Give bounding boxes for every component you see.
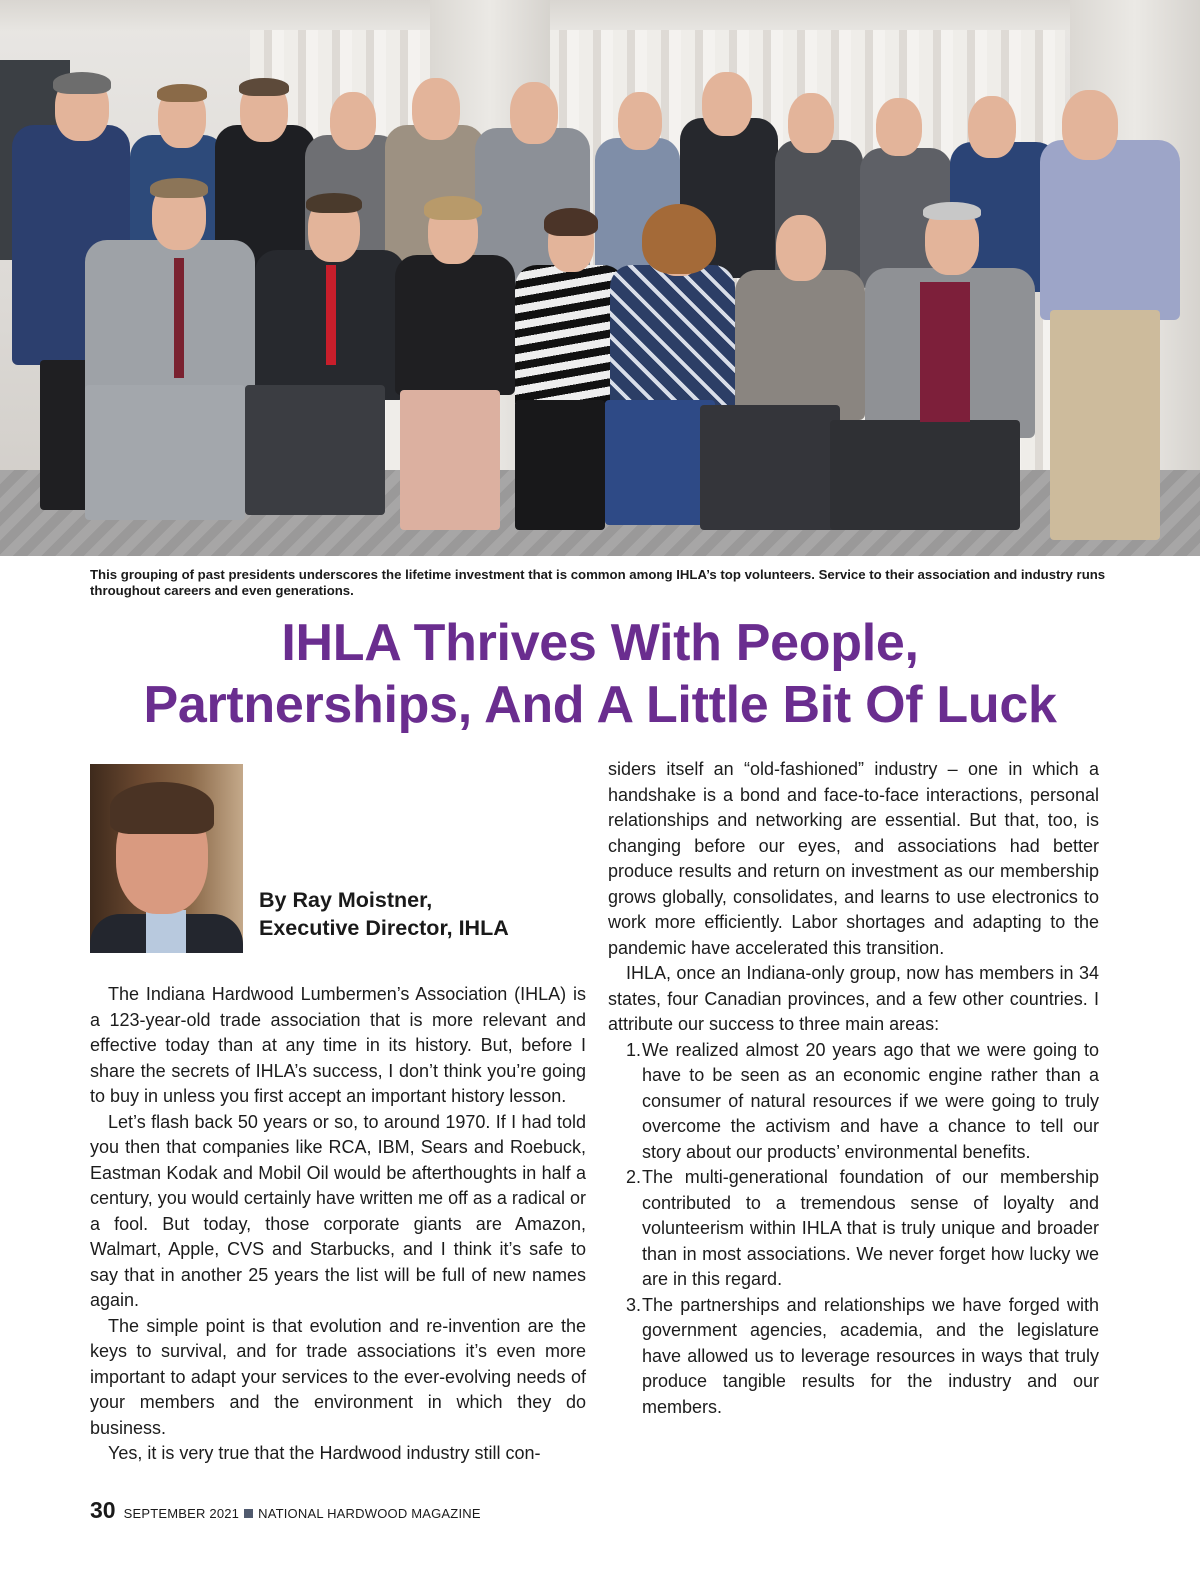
- headline-line-1: IHLA Thrives With People,: [281, 614, 919, 672]
- author-name: By Ray Moistner,: [259, 888, 433, 912]
- paragraph: Let’s flash back 50 years or so, to around 1970. If I had told you then that companies like RCA, IBM, Sears and Roebuck, Eastman Kodak and Mobil Oil would be afterthoughts in half a century, you would certainly have written me off as a radical or a fool. But today, those corporate giants are Amazon, Walmart, Apple, CVS and Starbucks, and I think it’s safe to say that in another 25 years the list will be full of new names again.: [90, 1111, 586, 1310]
- photo-caption: This grouping of past presidents underscores the lifetime investment that is common among IHLA’s top volunteers. Service to their association and industry runs throughout careers and even generations.: [90, 567, 1106, 598]
- headline-line-2: Partnerships, And A Little Bit Of Luck: [143, 676, 1057, 734]
- list-number: 1.: [626, 1039, 642, 1060]
- paragraph: The Indiana Hardwood Lumbermen’s Association (IHLA) is a 123-year-old trade association that is more relevant and effective today than at any time in its history. But, before I share the secrets of IHLA’s success, I don’t think you’re going to buy in unless you first accept an important history lesson.: [90, 984, 586, 1106]
- paragraph: siders itself an “old-fashioned” industry – one in which a handshake is a bond and face-to-face interactions, personal relationships and networking are essential. But that, too, is changing before our eyes, and associations had better produce results and return on investment as our membership grows globally, consolidates, and learns to use electronics to work more efficiently. Labor shortages and adapting to the pandemic have accelerated this transition.: [608, 759, 1099, 958]
- square-icon: [244, 1509, 253, 1518]
- article-headline: [40, 612, 1160, 736]
- article-column-right: [608, 757, 1099, 1420]
- magazine-name: NATIONAL HARDWOOD MAGAZINE: [258, 1506, 481, 1521]
- paragraph: The simple point is that evolution and re-invention are the keys to survival, and for trade associations it’s even more important to adapt your services to the ever-evolving needs of your members and the environment in which they do business.: [90, 1315, 586, 1438]
- list-item: [608, 1165, 1099, 1293]
- author-photo: [90, 764, 243, 953]
- success-list: [608, 1038, 1099, 1421]
- page-footer: [90, 1497, 481, 1525]
- page-number: 30: [90, 1497, 116, 1523]
- list-item: [608, 1293, 1099, 1421]
- list-number: 2.: [626, 1167, 642, 1187]
- list-number: 3.: [626, 1294, 642, 1315]
- paragraph: Yes, it is very true that the Hardwood industry still con-: [108, 1443, 541, 1463]
- issue-date: SEPTEMBER 2021: [123, 1506, 240, 1521]
- group-photo: [0, 0, 1200, 556]
- author-byline: [259, 886, 509, 942]
- author-title: Executive Director, IHLA: [259, 916, 509, 940]
- photo-ceiling: [0, 0, 1200, 32]
- article-column-left: [90, 982, 586, 1467]
- list-item: [608, 1038, 1099, 1166]
- list-text: The multi-generational foundation of our membership contributed to a tremendous sense of loyalty and volunteerism within IHLA that is truly unique and broader than in most associations. We never forget how lucky we are in this regard.: [642, 1167, 1099, 1289]
- list-text: The partnerships and relationships we have forged with government agencies, academia, and the legislature have allowed us to leverage resources in ways that truly produce tangible results for the industry and our members.: [642, 1294, 1099, 1417]
- list-text: We realized almost 20 years ago that we were going to have to be seen as an economic engine rather than a consumer of natural resources if we were going to truly overcome the activism and have a chance to tell our story about our products’ environmental benefits.: [642, 1039, 1099, 1162]
- paragraph: IHLA, once an Indiana-only group, now has members in 34 states, four Canadian provinces, and a few other countries. I attribute our success to three main areas:: [608, 963, 1099, 1034]
